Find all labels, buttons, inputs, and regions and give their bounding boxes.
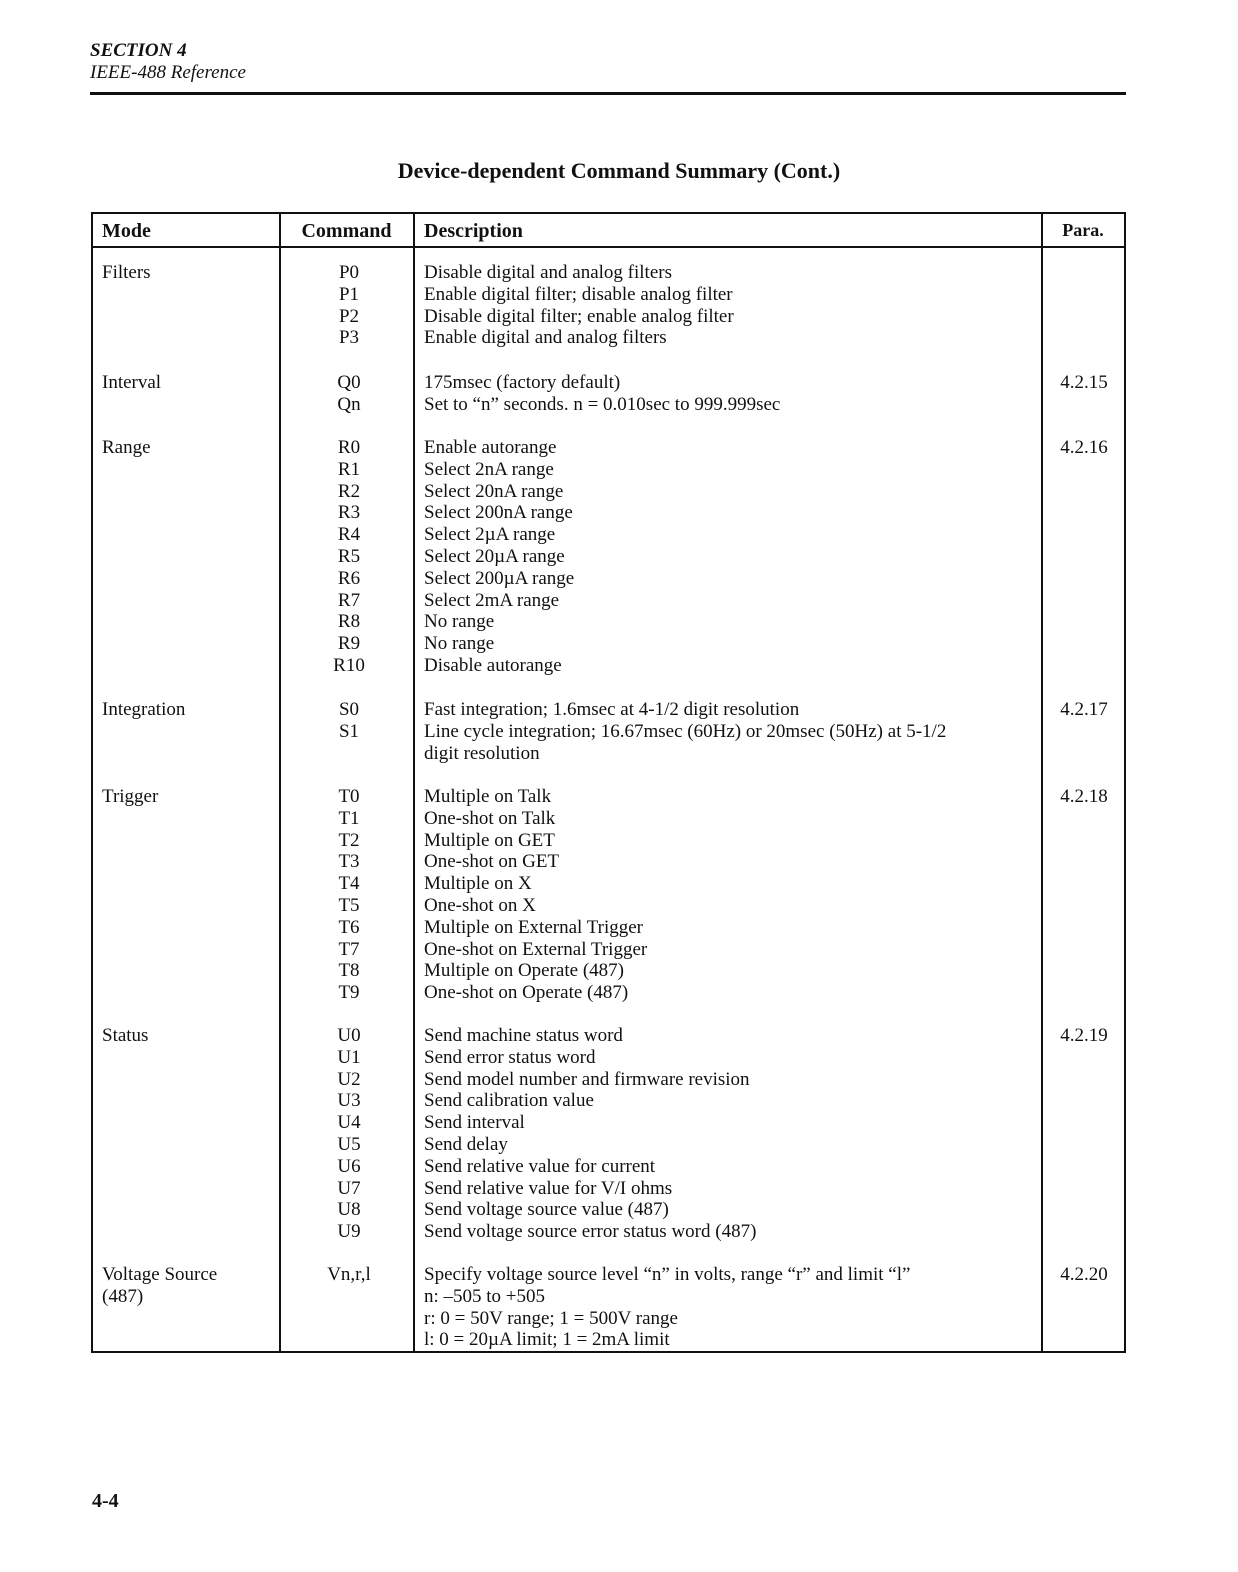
description-line: digit resolution <box>424 742 540 764</box>
description-line: Specify voltage source level “n” in volts, range “r” and limit “l” <box>424 1264 911 1285</box>
description-line: Send voltage source error status word (487) <box>424 1221 757 1243</box>
description-line: Disable digital filter; enable analog filter <box>424 305 734 327</box>
command-code: R5 <box>337 545 361 567</box>
command-code: Qn <box>337 393 361 415</box>
description-cell <box>424 1025 1034 1243</box>
description-line: Send interval <box>424 1112 525 1134</box>
mode-cell <box>102 437 277 459</box>
header-divider <box>93 246 1124 248</box>
command-code: T7 <box>338 938 360 960</box>
description-line: No range <box>424 633 495 655</box>
description-cell <box>424 437 1034 677</box>
header-rule <box>90 92 1126 95</box>
mode-label: Filters <box>102 262 151 283</box>
description-line: Fast integration; 1.6msec at 4-1/2 digit resolution <box>424 699 800 720</box>
description-line: One-shot on X <box>424 894 536 916</box>
command-code: P0 <box>338 262 360 283</box>
column-divider <box>413 214 415 1351</box>
description-line: Send calibration value <box>424 1090 594 1112</box>
command-code: R6 <box>337 567 361 589</box>
mode-cell <box>102 699 277 721</box>
command-code: R7 <box>337 589 361 611</box>
description-line: Set to “n” seconds. n = 0.010sec to 999.999sec <box>424 393 781 415</box>
column-header-description: Description <box>424 220 523 242</box>
column-header-para: Para. <box>1062 220 1104 240</box>
mode-cell <box>102 1264 277 1308</box>
command-code: R4 <box>337 524 361 546</box>
description-line: Select 2µA range <box>424 524 556 546</box>
description-line: Line cycle integration; 16.67msec (60Hz) or 20msec (50Hz) at 5-1/2 <box>424 720 947 742</box>
mode-label: Range <box>102 437 151 458</box>
command-code: T2 <box>338 829 360 851</box>
description-line: 175msec (factory default) <box>424 372 621 393</box>
description-line: One-shot on Talk <box>424 807 556 829</box>
command-code: T1 <box>338 807 360 829</box>
command-code: R9 <box>337 633 361 655</box>
description-line: Send relative value for current <box>424 1155 656 1177</box>
mode-label: Trigger <box>102 786 159 807</box>
command-code: P3 <box>338 327 360 349</box>
running-header <box>90 40 246 84</box>
command-code: U6 <box>337 1155 361 1177</box>
description-line: Send relative value for V/I ohms <box>424 1177 673 1199</box>
description-line: Disable autorange <box>424 654 562 676</box>
para-reference: 4.2.20 <box>1060 1264 1108 1285</box>
command-summary-table <box>91 212 1126 1353</box>
command-cell <box>288 1025 410 1243</box>
command-code: R2 <box>337 480 361 502</box>
description-line: One-shot on External Trigger <box>424 938 648 960</box>
description-line: l: 0 = 20µA limit; 1 = 2mA limit <box>424 1329 670 1351</box>
column-divider <box>279 214 281 1351</box>
para-reference: 4.2.19 <box>1060 1025 1108 1046</box>
mode-cell <box>102 372 277 394</box>
description-line: Send delay <box>424 1133 508 1155</box>
command-code: S0 <box>338 699 360 720</box>
command-code: R3 <box>337 502 361 524</box>
description-line: Enable digital and analog filters <box>424 327 667 349</box>
description-line: Multiple on Operate (487) <box>424 960 624 982</box>
command-code: U2 <box>337 1068 361 1090</box>
description-line: Multiple on External Trigger <box>424 916 644 938</box>
description-line: Multiple on Talk <box>424 786 552 807</box>
description-line: Disable digital and analog filters <box>424 262 672 283</box>
mode-label: Integration <box>102 699 186 720</box>
description-line: Select 2nA range <box>424 458 554 480</box>
command-code: T8 <box>338 960 360 982</box>
command-code: R1 <box>337 458 361 480</box>
description-line: Select 2mA range <box>424 589 560 611</box>
command-cell <box>288 699 410 743</box>
para-reference: 4.2.15 <box>1060 372 1108 393</box>
description-line: Select 20µA range <box>424 545 565 567</box>
page-title: Device-dependent Command Summary (Cont.) <box>397 158 841 183</box>
description-line: Select 200µA range <box>424 567 575 589</box>
command-code: U3 <box>337 1090 361 1112</box>
command-code: R0 <box>337 437 361 458</box>
command-code: P2 <box>338 305 360 327</box>
command-code: Vn,r,l <box>327 1264 371 1285</box>
command-cell <box>288 786 410 1004</box>
command-code: U4 <box>337 1112 361 1134</box>
command-code: T9 <box>338 982 360 1004</box>
para-reference: 4.2.18 <box>1060 786 1108 807</box>
para-reference: 4.2.17 <box>1060 699 1108 720</box>
command-cell <box>288 1264 410 1286</box>
mode-cell <box>102 262 277 284</box>
description-cell <box>424 786 1034 1004</box>
section-subtitle: IEEE-488 Reference <box>90 62 246 83</box>
command-code: U8 <box>337 1199 361 1221</box>
description-cell <box>424 699 1034 764</box>
mode-label: Status <box>102 1025 149 1046</box>
description-cell <box>424 372 1034 416</box>
description-line: Send machine status word <box>424 1025 623 1046</box>
command-code: T3 <box>338 851 360 873</box>
mode-label-line2: (487) <box>102 1285 144 1307</box>
column-header-mode: Mode <box>102 220 151 242</box>
command-code: Q0 <box>337 372 361 393</box>
command-code: U7 <box>337 1177 361 1199</box>
section-label: SECTION 4 <box>90 40 187 61</box>
description-line: Select 200nA range <box>424 502 573 524</box>
column-divider <box>1041 214 1043 1351</box>
description-line: r: 0 = 50V range; 1 = 500V range <box>424 1307 678 1329</box>
command-code: T5 <box>338 894 360 916</box>
para-reference: 4.2.16 <box>1060 437 1108 458</box>
command-code: S1 <box>338 720 360 742</box>
command-code: T6 <box>338 916 360 938</box>
mode-label: Voltage Source <box>102 1264 218 1285</box>
command-code: P1 <box>338 283 360 305</box>
command-code: T4 <box>338 873 360 895</box>
command-cell <box>288 372 410 416</box>
command-cell <box>288 262 410 349</box>
description-cell <box>424 262 1034 349</box>
description-line: n: –505 to +505 <box>424 1285 546 1307</box>
description-line: Send voltage source value (487) <box>424 1199 669 1221</box>
command-cell <box>288 437 410 677</box>
description-line: One-shot on Operate (487) <box>424 982 629 1004</box>
description-line: Multiple on GET <box>424 829 555 851</box>
command-code: R10 <box>333 654 365 676</box>
description-line: No range <box>424 611 495 633</box>
mode-cell <box>102 1025 277 1047</box>
command-code: T0 <box>338 786 360 807</box>
command-code: U1 <box>337 1046 361 1068</box>
description-cell <box>424 1264 1034 1351</box>
command-code: R8 <box>337 611 361 633</box>
description-line: Multiple on X <box>424 873 532 895</box>
page-number: 4-4 <box>92 1490 119 1512</box>
description-line: Enable autorange <box>424 437 557 458</box>
command-code: U5 <box>337 1133 361 1155</box>
mode-cell <box>102 786 277 808</box>
description-line: Select 20nA range <box>424 480 564 502</box>
description-line: Send model number and firmware revision <box>424 1068 750 1090</box>
mode-label: Interval <box>102 372 162 393</box>
description-line: One-shot on GET <box>424 851 560 873</box>
column-header-command: Command <box>301 220 392 242</box>
command-code: U9 <box>337 1221 361 1243</box>
description-line: Enable digital filter; disable analog filter <box>424 283 733 305</box>
command-code: U0 <box>337 1025 361 1046</box>
description-line: Send error status word <box>424 1046 596 1068</box>
